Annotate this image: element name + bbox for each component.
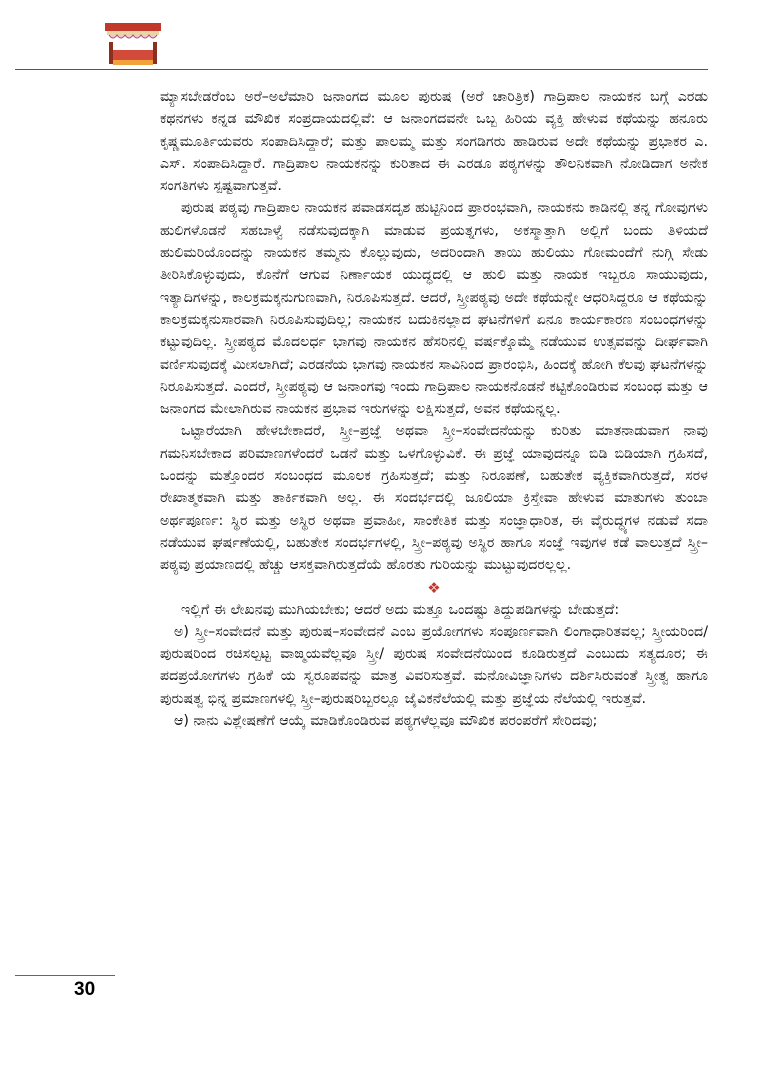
paragraph-summary: ಒಟ್ಟಾರೆಯಾಗಿ ಹೇಳಬೇಕಾದರೆ, ಸ್ತ್ರೀ–ಪ್ರಜ್ಞೆ ಅಥವಾ ಸ್ತ್ರೀ–ಸಂವೇದನೆಯನ್ನು ಕುರಿತು ಮಾತನಾಡುವಾಗ ನಾವು ಗಮನಿಸಬೇಕಾದ ಪರಿಮಾಣಗಳೆಂದರೆ ಒಡನೆ ಮತ್ತು ಒಳಗೊಳ್ಳುವಿಕೆ. ಈ ಪ್ರಜ್ಞೆ ಯಾವುದನ್ನೂ ಬಿಡಿ ಬಿಡಿಯಾಗಿ ಗ್ರಹಿಸದೆ, ಒಂದನ್ನು ಮತ್ತೊಂದರ ಸಂಬಂಧದ ಮೂಲಕ ಗ್ರಹಿಸುತ್ತದೆ; ಮತ್ತು ನಿರೂಪಣೆ, ಬಹುತೇಕ ವ್ಯಕ್ತಿಕವಾಗಿರುತ್ತದೆ, ಸರಳ ರೇಖಾತ್ಮಕವಾಗಿ ಮತ್ತು ತಾರ್ಕಿಕವಾಗಿ ಅಲ್ಲ. ಈ ಸಂದರ್ಭದಲ್ಲಿ ಜೂಲಿಯಾ ಕ್ರಿಸ್ತೇವಾ ಹೇಳುವ ಮಾತುಗಳು ತುಂಬಾ ಅರ್ಥಪೂರ್ಣ: ಸ್ಥಿರ ಮತ್ತು ಅಸ್ಥಿರ ಅಥವಾ ಪ್ರವಾಹೀ, ಸಾಂಕೇತಿಕ ಮತ್ತು ಸಂಜ್ಞಾಧಾರಿತ, ಈ ವೈರುದ್ಧ್ಯಗಳ ನಡುವೆ ಸದಾ ನಡೆಯುವ ಘರ್ಷಣೆಯಲ್ಲಿ, ಬಹುತೇಕ ಸಂದರ್ಭಗಳಲ್ಲಿ, ಸ್ತ್ರೀ–ಪಠ್ಯವು ಅಸ್ಥಿರ ಹಾಗೂ ಸಂಜ್ಞೆ ಇವುಗಳ ಕಡೆ ವಾಲುತ್ತದೆ ಸ್ತ್ರೀ–ಪಠ್ಯವು ಪ್ರಯಾಣದಲ್ಲಿ ಹೆಚ್ಚು ಆಸಕ್ತವಾಗಿರುತ್ತದೆಯೆ ಹೊರತು ಗುರಿಯನ್ನು ಮುಟ್ಟುವುದರಲ್ಲಲ್ಲ. xyxy=(160,423,708,574)
paragraph-intro: ಮ್ಯಾಸಬೇಡರೆಂಬ ಅರೆ–ಅಲೆಮಾರಿ ಜನಾಂಗದ ಮೂಲ ಪುರುಷ (ಅರೆ ಚಾರಿತ್ರಿಕ) ಗಾದ್ರಿಪಾಲ ನಾಯಕನ ಬಗ್ಗೆ ಎರಡು ಕಥನಗಳು ಕನ್ನಡ ಮೌಖಿಕ ಸಂಪ್ರದಾಯದಲ್ಲಿವೆ: ಆ ಜನಾಂಗದವನೇ ಒಬ್ಬ ಹಿರಿಯ ವ್ಯಕ್ತಿ ಹೇಳುವ ಕಥೆಯನ್ನು ಹನೂರು ಕೃಷ್ಣಮೂರ್ತಿಯವರು ಸಂಪಾದಿಸಿದ್ದಾರೆ; ಮತ್ತು ಪಾಲಮ್ಮ ಮತ್ತು ಸಂಗಡಿಗರು ಹಾಡಿರುವ ಅದೇ ಕಥೆಯನ್ನು ಪ್ರಭಾಕರ ಎ. ಎಸ್. ಸಂಪಾದಿಸಿದ್ದಾರೆ. ಗಾದ್ರಿಪಾಲ ನಾಯಕನನ್ನು ಕುರಿತಾದ ಈ ಎರಡೂ ಪಠ್ಯಗಳನ್ನು ತೌಲನಿಕವಾಗಿ ನೋಡಿದಾಗ ಅನೇಕ ಸಂಗತಿಗಳು ಸ್ಪಷ್ಟವಾಗುತ್ತವೆ. xyxy=(160,89,708,195)
header-rule xyxy=(15,69,708,70)
page-number: 30 xyxy=(74,979,96,1000)
paragraph-point-aa: ಆ) ನಾನು ವಿಶ್ಲೇಷಣೆಗೆ ಆಯ್ಕೆ ಮಾಡಿಕೊಂಡಿರುವ ಪಠ್ಯಗಳೆಲ್ಲವೂ ಮೌಖಿಕ ಪರಂಪರೆಗೆ ಸೇರಿದವು; xyxy=(174,713,598,730)
article-body xyxy=(160,86,708,732)
paragraph-corrections: ಇಲ್ಲಿಗೆ ಈ ಲೇಖನವು ಮುಗಿಯಬೇಕು; ಆದರೆ ಅದು ಮತ್ತೂ ಒಂದಷ್ಟು ತಿದ್ದುಪಡಿಗಳನ್ನು ಬೇಡುತ್ತದೆ: xyxy=(181,601,620,618)
market-stall-icon xyxy=(103,20,163,70)
section-ornament-icon: ❖ xyxy=(427,578,441,597)
footer-rule xyxy=(15,975,115,976)
paragraph-point-a: ಅ) ಸ್ತ್ರೀ–ಸಂವೇದನೆ ಮತ್ತು ಪುರುಷ–ಸಂವೇದನೆ ಎಂಬ ಪ್ರಯೋಗಗಳು ಸಂಪೂರ್ಣವಾಗಿ ಲಿಂಗಾಧಾರಿತವಲ್ಲ; ಸ್ತ್ರೀಯರಿಂದ/ ಪುರುಷರಿಂದ ರಚಿಸಲ್ಪಟ್ಟ ವಾಙ್ಮಯವೆಲ್ಲವೂ ಸ್ತ್ರೀ/ ಪುರುಷ ಸಂವೇದನೆಯಿಂದ ಕೂಡಿರುತ್ತದೆ ಎಂಬುದು ಸತ್ಯದೂರ; ಈ ಪದಪ್ರಯೋಗಗಳು ಗ್ರಹಿಕೆ ಯ ಸ್ವರೂಪವನ್ನು ಮಾತ್ರ ವಿವರಿಸುತ್ತವೆ. ಮನೋವಿಜ್ಞಾನಿಗಳು ದರ್ಶಿಸಿರುವಂತೆ ಸ್ತ್ರೀತ್ವ ಹಾಗೂ ಪುರುಷತ್ವ ಭಿನ್ನ ಪ್ರಮಾಣಗಳಲ್ಲಿ ಸ್ತ್ರೀ–ಪುರುಷರಿಬ್ಬರಲ್ಲೂ ಜೈವಿಕನೆಲೆಯಲ್ಲಿ ಮತ್ತು ಪ್ರಜ್ಞೆಯ ನೆಲೆಯಲ್ಲಿ ಇರುತ್ತವೆ. xyxy=(160,623,708,707)
paragraph-male-text: ಪುರುಷ ಪಠ್ಯವು ಗಾದ್ರಿಪಾಲ ನಾಯಕನ ಪವಾಡಸದೃಶ ಹುಟ್ಟಿನಿಂದ ಪ್ರಾರಂಭವಾಗಿ, ನಾಯಕನು ಕಾಡಿನಲ್ಲಿ ತನ್ನ ಗೋವುಗಳು ಹುಲಿಗಳೊಡನೆ ಸಹಬಾಳ್ವೆ ನಡೆಸುವುದಕ್ಕಾಗಿ ಮಾಡುವ ಪ್ರಯತ್ನಗಳು, ಅಕಸ್ಮಾತ್ತಾಗಿ ಅಲ್ಲಿಗೆ ಬಂದು ತಿಳಿಯದೆ ಹುಲಿಮರಿಯೊಂದನ್ನು ನಾಯಕನ ತಮ್ಮನು ಕೊಲ್ಲುವುದು, ಅದರಿಂದಾಗಿ ತಾಯಿ ಹುಲಿಯು ಗೋಮಂದೆಗೆ ನುಗ್ಗಿ ಸೇಡು ತೀರಿಸಿಕೊಳ್ಳುವುದು, ಕೊನೆಗೆ ಆಗುವ ನಿರ್ಣಾಯಕ ಯುದ್ಧದಲ್ಲಿ ಆ ಹುಲಿ ಮತ್ತು ನಾಯಕ ಇಬ್ಬರೂ ಸಾಯುವುದು, ಇತ್ಯಾದಿಗಳನ್ನು, ಕಾಲಕ್ರಮಕ್ಕನುಗುಣವಾಗಿ, ನಿರೂಪಿಸುತ್ತದೆ. ಆದರೆ, ಸ್ತ್ರೀಪಠ್ಯವು ಅದೇ ಕಥೆಯನ್ನೇ ಆಧರಿಸಿದ್ದರೂ ಆ ಕಥೆಯನ್ನು ಕಾಲಕ್ರಮಕ್ಕನುಸಾರವಾಗಿ ನಿರೂಪಿಸುವುದಿಲ್ಲ; ನಾಯಕನ ಬದುಕಿನಲ್ಲಾದ ಘಟನೆಗಳಿಗೆ ಏನೂ ಕಾರ್ಯಕಾರಣ ಸಂಬಂಧಗಳನ್ನು ಕಟ್ಟುವುದಿಲ್ಲ. ಸ್ತ್ರೀಪಠ್ಯದ ಮೊದಲರ್ಧ ಭಾಗವು ನಾಯಕನ ಹೆಸರಿನಲ್ಲಿ ವರ್ಷಕ್ಕೊಮ್ಮೆ ನಡೆಯುವ ಉತ್ಸವವನ್ನು ದೀರ್ಘವಾಗಿ ವರ್ಣಿಸುವುದಕ್ಕೆ ಮೀಸಲಾಗಿದೆ; ಎರಡನೆಯ ಭಾಗವು ನಾಯಕನ ಸಾವಿನಿಂದ ಪ್ರಾರಂಭಿಸಿ, ಹಿಂದಕ್ಕೆ ಹೋಗಿ ಕೆಲವು ಘಟನೆಗಳನ್ನು ನಿರೂಪಿಸುತ್ತದೆ. ಎಂದರೆ, ಸ್ತ್ರೀಪಠ್ಯವು ಆ ಜನಾಂಗವು ಇಂದು ಗಾದ್ರಿಪಾಲ ನಾಯಕನೊಡನೆ ಕಟ್ಟಿಕೊಂಡಿರುವ ಸಂಬಂಧ ಮತ್ತು ಆ ಜನಾಂಗದ ಮೇಲಾಗಿರುವ ನಾಯಕನ ಪ್ರಭಾವ ಇರುಗಳನ್ನು ಲಕ್ಷಿಸುತ್ತದೆ, ಅವನ ಕಥೆಯನ್ನಲ್ಲ. xyxy=(160,200,708,418)
